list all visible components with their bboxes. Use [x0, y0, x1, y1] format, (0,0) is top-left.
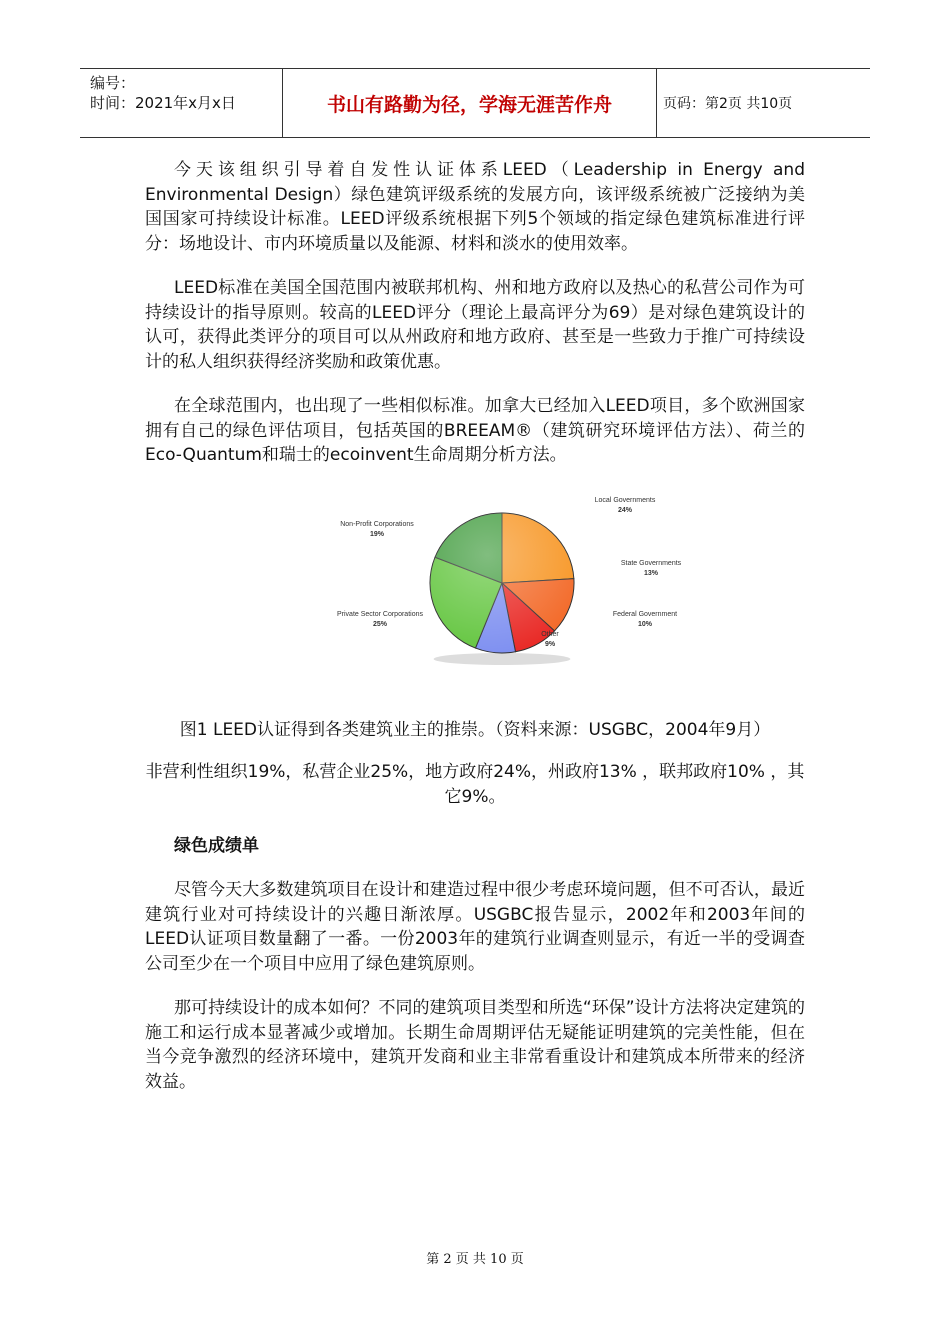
pie-shadow — [434, 653, 571, 665]
paragraph: 尽管今天大多数建筑项目在设计和建造过程中很少考虑环境问题，但不可否认，最近建筑行业对可持续设计的兴趣日渐浓厚。USGBC报告显示，2002年和2003年间的LEED认证项目数量翻了一番。一份2003年的建筑行业调查则显示，有近一半的受调查公司至少在一个项目中应用了绿色建筑原则。 — [145, 880, 805, 974]
figure-caption: 图1 LEED认证得到各类建筑业主的推崇。（资料来源：USGBC，2004年9月） — [179, 719, 771, 740]
section-title: 绿色成绩单 — [174, 836, 259, 856]
number-label: 编号： — [90, 74, 136, 92]
header-meta — [80, 69, 282, 137]
pie-value-label: 13% — [643, 569, 659, 577]
pie-chart — [145, 488, 805, 708]
pie-category-label: Other — [541, 630, 559, 638]
pie-category-label: Private Sector Corporations — [337, 610, 423, 618]
pie-category-label: Non-Profit Corporations — [340, 520, 414, 528]
page-content — [145, 158, 805, 1114]
pie-category-label: State Governments — [620, 559, 682, 567]
pie-value-label: 19% — [369, 530, 385, 538]
page-footer: 第 2 页 共 10 页 — [426, 1252, 524, 1267]
pie-category-label: Federal Government — [612, 610, 678, 618]
header-page-info: 页码：第2页 共10页 — [663, 96, 793, 112]
pie-value-label: 25% — [372, 620, 388, 628]
paragraph: 在全球范围内，也出现了一些相似标准。加拿大已经加入LEED项目，多个欧洲国家拥有自己的绿色评估项目，包括英国的BREEAM®（建筑研究环境评估方法）、荷兰的Eco-Quantum和瑞士的ecoinvent生命周期分析方法。 — [145, 396, 805, 465]
figure-summary: 非营利性组织19%，私营企业25%，地方政府24%，州政府13% ，联邦政府10% ，其它9%。 — [145, 762, 805, 807]
document-header — [80, 68, 870, 138]
paragraph: 今天该组织引导着自发性认证体系LEED（Leadership in Energy and Environmental Design）绿色建筑评级系统的发展方向，该评级系统被广泛接纳为美国国家可持续设计标准。LEED评级系统根据下列5个领域的指定绿色建筑标准进行评分：场地设计、市内环境质量以及能源、材料和淡水的使用效率。 — [145, 160, 805, 254]
pie-chart-figure — [145, 488, 805, 708]
pie-value-label: 24% — [617, 506, 633, 514]
pie-category-label: Local Governments — [594, 496, 656, 504]
header-motto: 书山有路勤为径，学海无涯苦作舟 — [282, 69, 657, 137]
pie-value-label: 9% — [544, 640, 556, 648]
time-label: 时间：2021年x月x日 — [90, 94, 236, 112]
paragraph: 那可持续设计的成本如何？不同的建筑项目类型和所选“环保”设计方法将决定建筑的施工和运行成本显著减少或增加。长期生命周期评估无疑能证明建筑的完美性能，但在当今竞争激烈的经济环境中，建筑开发商和业主非常看重设计和建筑成本所带来的经济效益。 — [145, 998, 805, 1092]
paragraph: LEED标准在美国全国范围内被联邦机构、州和地方政府以及热心的私营公司作为可持续设计的指导原则。较高的LEED评分（理论上最高评分为69）是对绿色建筑设计的认可，获得此类评分的项目可以从州政府和地方政府、甚至是一些致力于推广可持续设计的私人组织获得经济奖励和政策优惠。 — [145, 278, 805, 372]
pie-value-label: 10% — [637, 620, 653, 628]
